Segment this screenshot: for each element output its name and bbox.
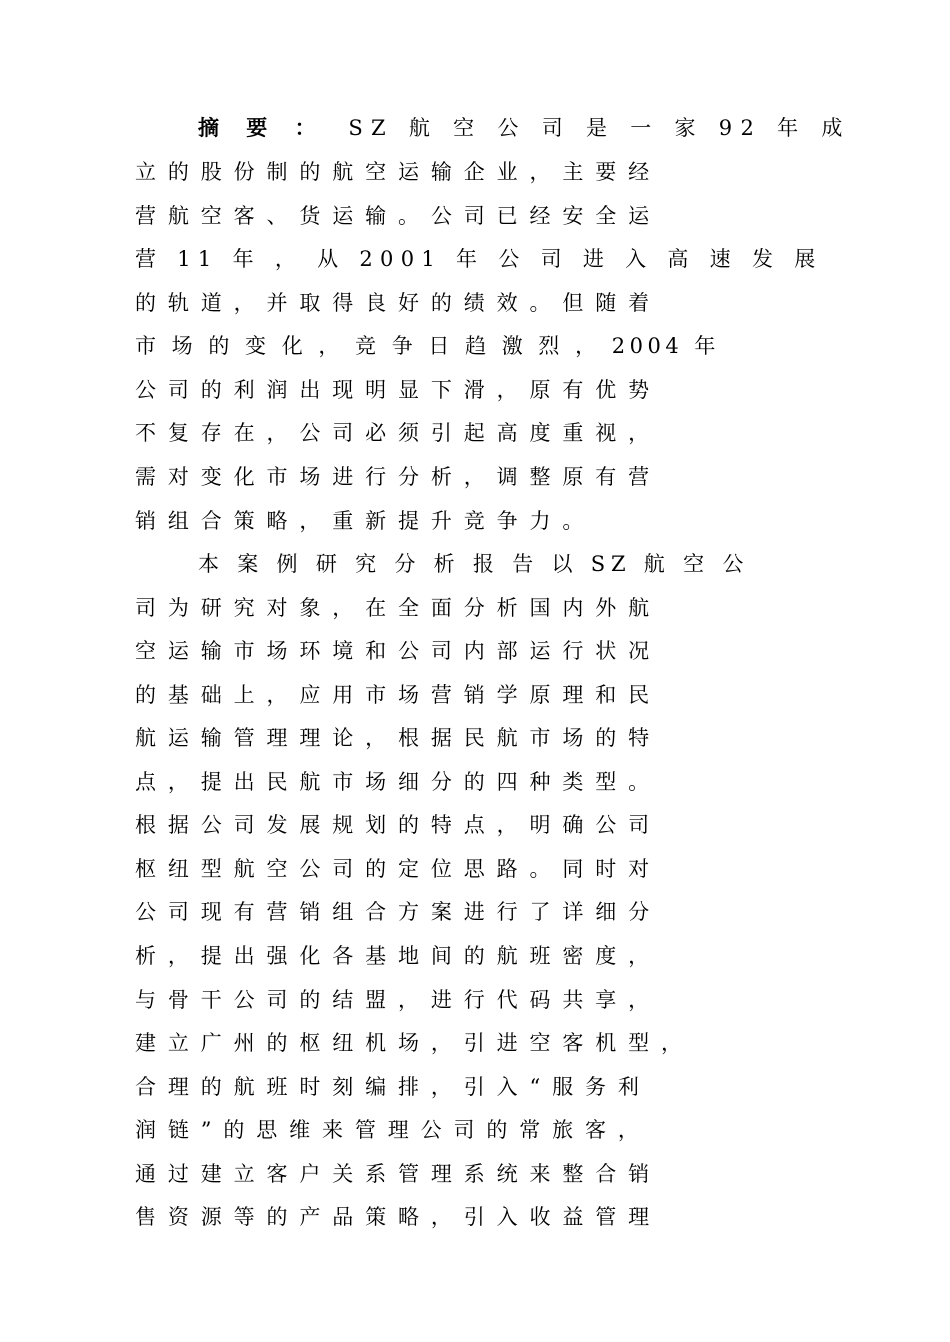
text-line: 航 运 输 管 理 理 论 ， 根 据 民 航 市 场 的 特 <box>135 726 652 750</box>
text-line: 营 11 年 ， 从 2001 年 公 司 进 入 高 速 发 展 <box>135 247 823 271</box>
abstract-first-line <box>198 112 851 144</box>
abstract-label: 摘 要 ： <box>198 116 326 140</box>
text-line: 的 基 础 上 ， 应 用 市 场 营 销 学 原 理 和 民 <box>135 683 652 707</box>
text-line: 本 案 例 研 究 分 析 报 告 以 SZ 航 空 公 <box>198 552 750 576</box>
text-line: 建 立 广 州 的 枢 纽 机 场 ， 引 进 空 客 机 型 ， <box>135 1031 685 1055</box>
text-line: 枢 纽 型 航 空 公 司 的 定 位 思 路 。 同 时 对 <box>135 857 652 881</box>
text-line: 不 复 存 在 ， 公 司 必 须 引 起 高 度 重 视 ， <box>135 421 652 445</box>
text-line: 需 对 变 化 市 场 进 行 分 析 ， 调 整 原 有 营 <box>135 465 652 489</box>
text-line: SZ 航 空 公 司 是 一 家 92 年 成 <box>348 116 851 140</box>
text-line: 润 链 ” 的 思 维 来 管 理 公 司 的 常 旅 客 ， <box>135 1118 642 1142</box>
text-line: 析 ， 提 出 强 化 各 基 地 间 的 航 班 密 度 ， <box>135 944 652 968</box>
text-line: 通 过 建 立 客 户 关 系 管 理 系 统 来 整 合 销 <box>135 1162 652 1186</box>
text-line: 立 的 股 份 制 的 航 空 运 输 企 业 ， 主 要 经 <box>135 160 652 184</box>
text-line: 合 理 的 航 班 时 刻 编 排 ， 引 入 “ 服 务 利 <box>135 1075 642 1099</box>
text-line: 营 航 空 客 、 货 运 输 。 公 司 已 经 安 全 运 <box>135 204 652 228</box>
text-line: 点 ， 提 出 民 航 市 场 细 分 的 四 种 类 型 。 <box>135 770 652 794</box>
text-line: 售 资 源 等 的 产 品 策 略 ， 引 入 收 益 管 理 <box>135 1205 652 1229</box>
text-line: 根 据 公 司 发 展 规 划 的 特 点 ， 明 确 公 司 <box>135 813 652 837</box>
text-line: 空 运 输 市 场 环 境 和 公 司 内 部 运 行 状 况 <box>135 639 652 663</box>
text-line: 市 场 的 变 化 ， 竞 争 日 趋 激 烈 ， 2004 年 <box>135 334 720 358</box>
text-line: 销 组 合 策 略 ， 重 新 提 升 竞 争 力 。 <box>135 509 586 533</box>
text-line: 的 轨 道 ， 并 取 得 良 好 的 绩 效 。 但 随 着 <box>135 291 652 315</box>
text-line: 公 司 的 利 润 出 现 明 显 下 滑 ， 原 有 优 势 <box>135 378 652 402</box>
text-line: 司 为 研 究 对 象 ， 在 全 面 分 析 国 内 外 航 <box>135 596 652 620</box>
text-line: 公 司 现 有 营 销 组 合 方 案 进 行 了 详 细 分 <box>135 900 652 924</box>
text-line: 与 骨 干 公 司 的 结 盟 ， 进 行 代 码 共 享 ， <box>135 988 652 1012</box>
